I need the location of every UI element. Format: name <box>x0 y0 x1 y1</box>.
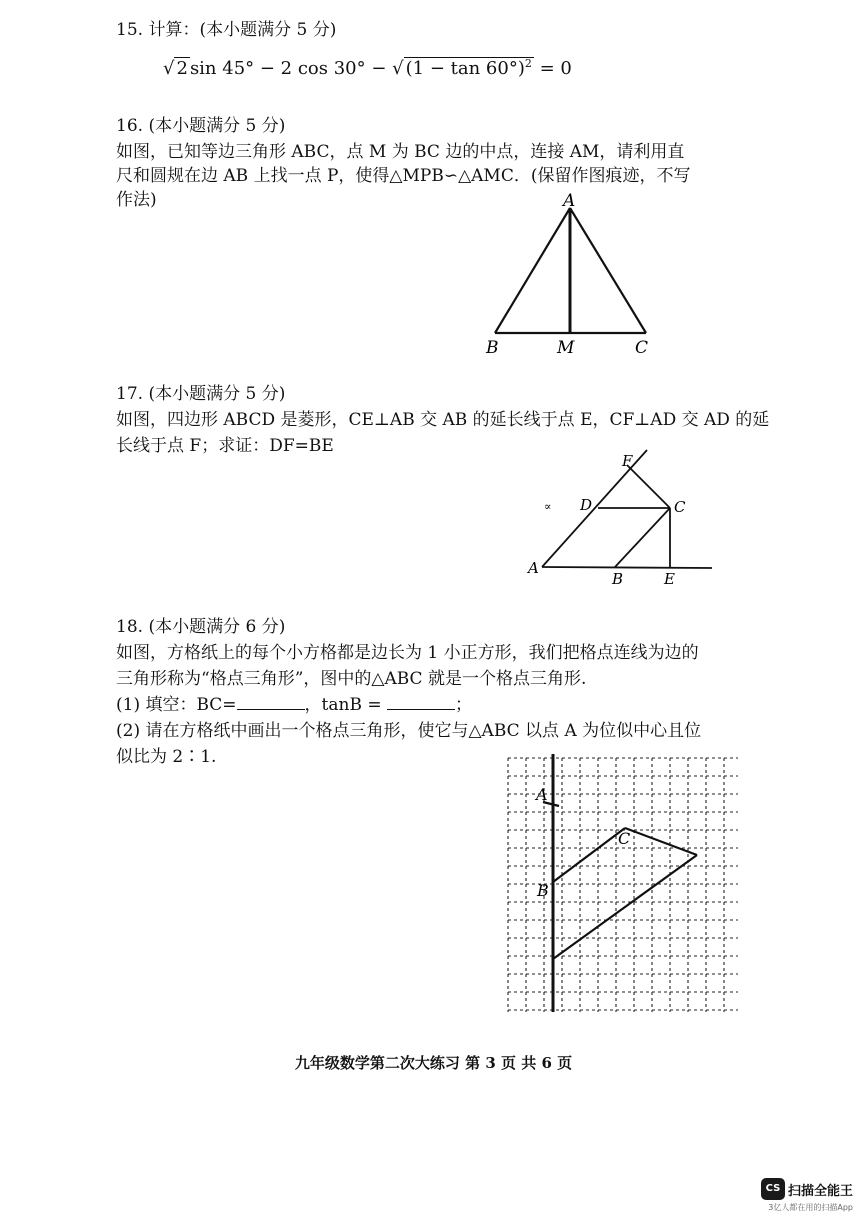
q18-side-bc <box>553 828 625 882</box>
q16-label-c: C <box>635 338 649 358</box>
q16-heading: 16. (本小题满分 5 分) <box>116 116 286 136</box>
q18-label-b: B <box>537 881 549 900</box>
q15-formula: √ 2 sin 45° − 2 cos 30° − √ $(1 - \tan 60^\circ)^2 = 0$ <box>163 57 572 79</box>
q18-part2-line2: 似比为 2∶1. <box>116 747 217 767</box>
q18-label-a: A <box>536 785 548 804</box>
q18-part1-end: ； <box>455 695 473 715</box>
q15-heading: 15. 计算：(本小题满分 5 分) <box>116 20 337 40</box>
q17-stray-mark: ∝ <box>544 500 552 513</box>
q18-heading: 18. (本小题满分 6 分) <box>116 617 286 637</box>
q17-label-c: C <box>674 498 686 516</box>
q17-line2: 长线于点 F；求证：DF=BE <box>116 436 334 456</box>
q16-line1: 如图，已知等边三角形 ABC，点 M 为 BC 边的中点，连接 AM，请利用直 <box>116 142 685 162</box>
watermark-name: 扫描全能王 <box>787 1183 853 1199</box>
q17-label-a: A <box>528 559 539 577</box>
scanner-watermark <box>761 1178 853 1213</box>
q18-line1: 如图，方格纸上的每个小方格都是边长为 1 小正方形，我们把格点连线为边的 <box>116 643 699 663</box>
q18-tanb-answer-blank[interactable] <box>387 693 455 710</box>
q16-label-a: A <box>563 191 576 211</box>
q18-grid-figure[interactable] <box>504 754 744 1018</box>
q18-part1-mid: ，tanB = <box>304 695 382 715</box>
q17-label-b: B <box>612 570 624 588</box>
q18-part2-line1: (2) 请在方格纸中画出一个格点三角形，使它与△ABC 以点 A 为位似中心且位 <box>116 721 702 741</box>
q16-label-b: B <box>486 338 499 358</box>
q17-line1: 如图，四边形 ABCD 是菱形，CE⊥AB 交 AB 的延长线于点 E，CF⊥AD 交 AD 的延 <box>116 410 770 430</box>
q18-segment-c-ext <box>625 828 697 855</box>
q15-formula-coef: 2 <box>176 58 188 79</box>
q17-rhombus-figure <box>520 440 730 590</box>
q17-heading: 17. (本小题满分 5 分) <box>116 384 286 404</box>
q17-segment-cf <box>627 465 670 508</box>
q17-label-d: D <box>580 496 593 514</box>
q18-part1 <box>116 693 472 717</box>
q16-line3: 作法) <box>116 190 157 210</box>
watermark-subtitle: 3亿人都在用的扫描App <box>768 1203 853 1212</box>
camscanner-logo-icon: CS <box>761 1178 785 1200</box>
q18-segment-lower <box>553 855 697 959</box>
q17-line-ae <box>542 567 712 568</box>
q15-formula-part1: sin 45° − 2 cos 30° − <box>189 58 393 79</box>
q16-side-ab <box>495 208 570 333</box>
q17-label-f: F <box>622 452 633 470</box>
q16-line2: 尺和圆规在边 AB 上找一点 P，使得△MPB∽△AMC．(保留作图痕迹，不写 <box>116 166 691 186</box>
q15-formula-rhs: = 0 <box>533 58 572 79</box>
q16-triangle-figure <box>470 188 670 360</box>
page-footer: 九年级数学第二次大练习 第 3 页 共 6 页 <box>294 1054 573 1072</box>
q18-line2: 三角形称为“格点三角形”，图中的△ABC 就是一个格点三角形. <box>116 669 587 689</box>
q18-bc-answer-blank[interactable] <box>237 693 305 710</box>
q15-formula-inner: (1 − tan 60°) <box>405 58 525 79</box>
q18-label-c: C <box>618 829 631 848</box>
q16-label-m: M <box>557 338 575 358</box>
q16-side-ac <box>570 208 646 333</box>
q17-side-bc <box>615 508 670 567</box>
q18-part1-prefix: (1) 填空：BC= <box>116 695 237 715</box>
q17-label-e: E <box>664 570 675 588</box>
q15-formula-exp: 2 <box>524 57 532 70</box>
